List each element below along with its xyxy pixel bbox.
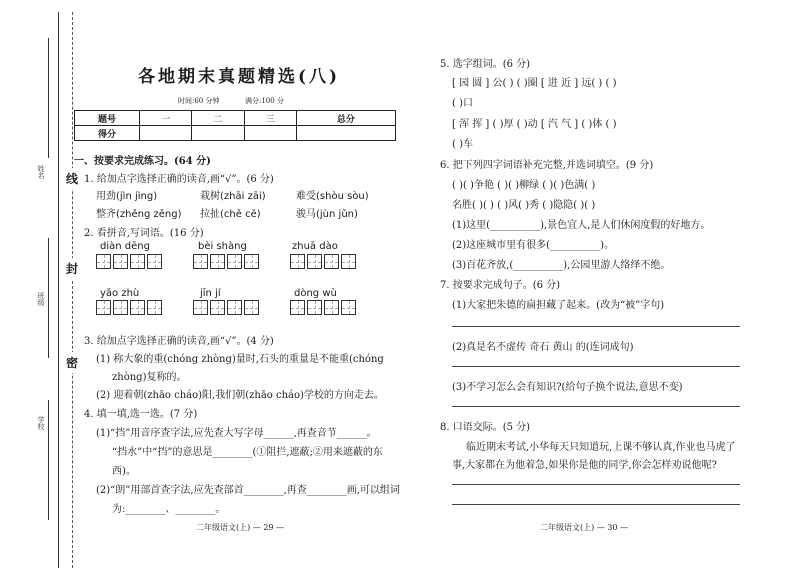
score-cell: 得分 xyxy=(75,126,140,141)
grid-cell[interactable] xyxy=(113,254,128,269)
q4-prompt: 4. 填一填,选一选。(7 分) xyxy=(84,409,198,420)
grid-cell[interactable] xyxy=(227,254,242,269)
answer-line[interactable] xyxy=(452,504,740,505)
grid-cell[interactable] xyxy=(193,300,208,315)
grid-cell[interactable] xyxy=(244,300,259,315)
q3-line[interactable]: zhòng)复称的。 xyxy=(112,372,187,383)
q2-pinyin: yǎo zhù xyxy=(100,288,140,299)
q7-sentence: (1)大家把朱德的扁担藏了起来。(改为“被”字句) xyxy=(452,300,665,311)
grid-cell[interactable] xyxy=(96,254,111,269)
score-table xyxy=(74,110,396,141)
q1-options[interactable]: (chě cě) xyxy=(220,209,261,220)
score-table-header-row xyxy=(75,111,396,126)
school-underline xyxy=(48,400,49,520)
q1-word: 整齐 xyxy=(96,209,116,220)
q6-line[interactable]: (3)百花齐放,(__________),公园里游人络绎不绝。 xyxy=(452,260,671,271)
answer-line[interactable] xyxy=(452,406,740,407)
score-info: 满分:100 分 xyxy=(245,97,284,105)
q1-item xyxy=(200,187,266,202)
writing-grid[interactable] xyxy=(96,254,162,269)
q3-line[interactable]: (2) 迎着朝(zhāo cháo)阳,我们朝(zhāo cháo)学校的方向走去。 xyxy=(96,390,384,401)
q2-prompt: 2. 看拼音,写词语。(16 分) xyxy=(84,228,204,239)
writing-grid[interactable] xyxy=(193,254,259,269)
binding-dashed-line xyxy=(72,12,73,568)
grid-cell[interactable] xyxy=(341,254,356,269)
grid-cell[interactable] xyxy=(113,300,128,315)
grid-cell[interactable] xyxy=(96,300,111,315)
q5-line[interactable]: ( )车 xyxy=(452,139,473,150)
grid-cell[interactable] xyxy=(341,300,356,315)
writing-grid[interactable] xyxy=(96,300,162,315)
score-cell: 题号 xyxy=(75,111,140,126)
grid-cell[interactable] xyxy=(147,254,162,269)
q3-prompt: 3. 给加点字选择正确的读音,画“√”。(4 分) xyxy=(84,336,274,347)
score-input-cell[interactable] xyxy=(192,126,244,141)
q2-pinyin: jīn jí xyxy=(200,288,221,299)
name-underline xyxy=(48,38,49,158)
score-input-cell[interactable] xyxy=(140,126,192,141)
q1-options[interactable]: (zhěng zěng) xyxy=(116,209,182,220)
q2-pinyin: zhuā dào xyxy=(292,241,338,252)
answer-line[interactable] xyxy=(452,326,740,327)
q2-pinyin: bèi shàng xyxy=(198,241,247,252)
q8-line: 事,大家都在为他着急,如果你是他的同学,你会怎样劝说他呢? xyxy=(452,460,717,471)
q3-line[interactable]: (1) 称大象的重(chóng zhòng)量时,石头的重量是不能重(chóng xyxy=(96,354,384,365)
score-input-cell[interactable] xyxy=(296,126,395,141)
grid-cell[interactable] xyxy=(290,300,305,315)
grid-cell[interactable] xyxy=(193,254,208,269)
q5-line[interactable]: [ 浑 挥 ] ( )厚 ( )动 [ 汽 气 ] ( )体 ( ) xyxy=(452,119,617,130)
writing-grid[interactable] xyxy=(290,254,356,269)
time-info: 时间:60 分钟 xyxy=(178,97,220,105)
q1-options[interactable]: (jùn jǔn) xyxy=(316,209,358,220)
binding-border-line xyxy=(58,12,59,568)
q4-line[interactable]: 为:________、________。 xyxy=(112,504,226,515)
score-cell: 三 xyxy=(244,111,296,126)
class-label: 班级 xyxy=(37,292,45,306)
grid-cell[interactable] xyxy=(210,300,225,315)
score-cell: 总分 xyxy=(296,111,395,126)
score-table-score-row xyxy=(75,126,396,141)
q6-line[interactable]: (1)这里(__________),景色宜人,是人们休闲度假的好地方。 xyxy=(452,220,711,231)
writing-grid[interactable] xyxy=(290,300,356,315)
grid-cell[interactable] xyxy=(324,254,339,269)
q7-prompt: 7. 按要求完成句子。(6 分) xyxy=(440,280,561,291)
q1-item xyxy=(296,205,358,220)
q5-line[interactable]: ( )口 xyxy=(452,98,473,109)
q6-line[interactable]: ( )( )争艳 ( )( )柳绿 ( )( )色满( ) xyxy=(452,180,596,191)
q7-sentence: (3)不学习怎么会有知识?(给句子换个说法,意思不变) xyxy=(452,382,683,393)
q1-prompt: 1. 给加点字选择正确的读音,画“√”。(6 分) xyxy=(84,174,274,185)
score-cell: 二 xyxy=(192,111,244,126)
writing-grid[interactable] xyxy=(193,300,259,315)
page-footer-left: 二年级语文(上) — 29 — xyxy=(196,523,285,532)
seal-char-seal: 封 xyxy=(66,258,78,279)
grid-cell[interactable] xyxy=(244,254,259,269)
grid-cell[interactable] xyxy=(307,254,322,269)
grid-cell[interactable] xyxy=(130,300,145,315)
q1-item xyxy=(296,187,369,202)
class-underline xyxy=(48,238,49,358)
q8-line: 临近期末考试,小华每天只知道玩,上课不够认真,作业也马虎了 xyxy=(466,442,736,453)
q2-pinyin: dòng wù xyxy=(294,288,337,299)
section-1-heading: 一、按要求完成练习。(64 分) xyxy=(74,156,211,167)
q4-line[interactable]: (1)“挡”用音序查字法,应先查大写字母______,再查音节______。 xyxy=(96,428,377,439)
q1-word: 难受 xyxy=(296,191,316,202)
seal-char-line: 线 xyxy=(66,168,78,189)
q5-prompt: 5. 选字组词。(6 分) xyxy=(440,59,531,70)
grid-cell[interactable] xyxy=(147,300,162,315)
q1-options[interactable]: (jìn jìng) xyxy=(116,191,158,202)
q1-word: 骏马 xyxy=(296,209,316,220)
q1-word: 用劲 xyxy=(96,191,116,202)
answer-line[interactable] xyxy=(452,366,740,367)
q1-item xyxy=(96,187,157,202)
score-cell: 一 xyxy=(140,111,192,126)
school-label: 学校 xyxy=(37,416,45,430)
q1-options[interactable]: (shòu sòu) xyxy=(316,191,369,202)
q4-line[interactable]: (2)“朗”用部首查字法,应先查部首________,再查________画,可以组词 xyxy=(96,485,400,496)
grid-cell[interactable] xyxy=(324,300,339,315)
q4-line: 西)。 xyxy=(112,466,136,477)
q6-prompt: 6. 把下列四字词语补充完整,并选词填空。(9 分) xyxy=(440,160,654,171)
q4-line[interactable]: “挡水”中“挡”的意思是________(①阻拦,遮蔽;②用来遮蔽的东 xyxy=(112,447,383,458)
q6-line[interactable]: (2)这座城市里有很多(__________)。 xyxy=(452,240,614,251)
q1-word: 栽树 xyxy=(200,191,220,202)
q1-item xyxy=(200,205,261,220)
score-input-cell[interactable] xyxy=(244,126,296,141)
grid-cell[interactable] xyxy=(290,254,305,269)
q1-word: 拉扯 xyxy=(200,209,220,220)
answer-line[interactable] xyxy=(452,484,740,485)
q6-line[interactable]: 名胜( )( ) ( )风( )秀 ( )隐隐( )( ) xyxy=(452,200,596,211)
q5-line[interactable]: [ 园 圆 ] 公( ) ( )圈 [ 进 近 ] 远( ) ( ) xyxy=(452,78,617,89)
grid-cell[interactable] xyxy=(130,254,145,269)
q1-options[interactable]: (zhāi zāi) xyxy=(220,191,266,202)
q1-item xyxy=(96,205,182,220)
grid-cell[interactable] xyxy=(307,300,322,315)
grid-cell[interactable] xyxy=(210,254,225,269)
q8-prompt: 8. 口语交际。(5 分) xyxy=(440,422,531,433)
page-footer-right: 二年级语文(上) — 30 — xyxy=(540,523,629,532)
page-title: 各地期末真题精选(八) xyxy=(138,67,341,87)
name-label: 姓名 xyxy=(37,165,45,179)
q7-sentence: (2)真是名不虚传 奇石 黄山 的(连词成句) xyxy=(452,342,634,353)
grid-cell[interactable] xyxy=(227,300,242,315)
seal-char-dense: 密 xyxy=(66,352,78,373)
q2-pinyin: diàn dēng xyxy=(100,241,150,252)
